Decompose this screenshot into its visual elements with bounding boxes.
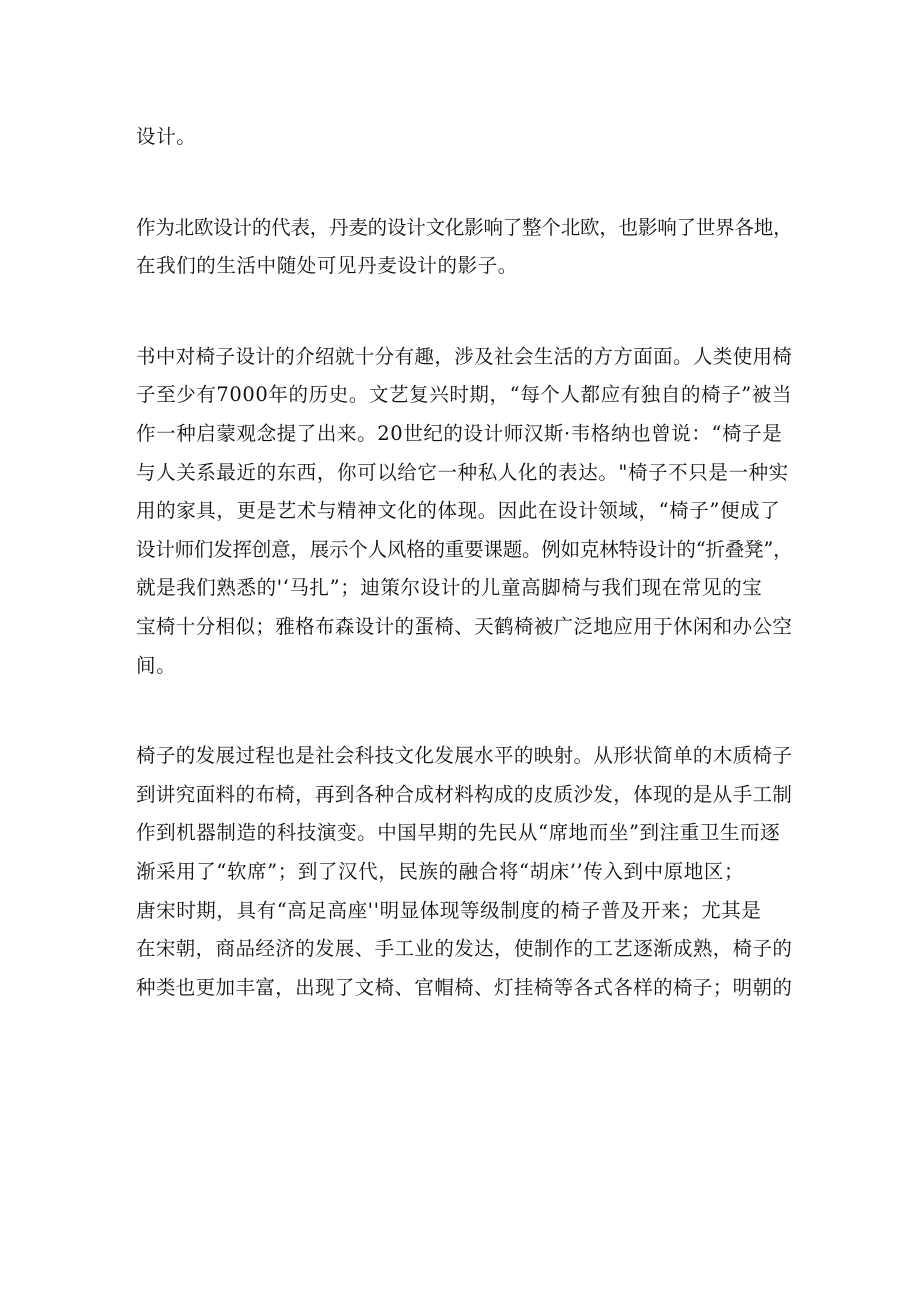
text-line: 唐宋时期，具有“高足高座''明显体现等级制度的椅子普及开来；尤其是 <box>136 898 762 922</box>
text-line: 子至少有7000年的历史。文艺复兴时期，“每个人都应有独自的椅子”被当 <box>136 383 793 407</box>
text-line: 与人关系最近的东西，你可以给它一种私人化的表达。"椅子不只是一种实 <box>136 460 789 484</box>
text-line: 在我们的生活中随处可见丹麦设计的影子。 <box>136 254 518 278</box>
document-page <box>136 118 792 1007</box>
text-line: 作一种启蒙观念提了出来。20世纪的设计师汉斯·韦格纳也曾说：“椅子是 <box>136 421 783 445</box>
text-line: 间。 <box>136 653 177 677</box>
text-line: 设计。 <box>136 125 197 148</box>
text-line: 作到机器制造的科技演变。中国早期的先民从“席地而坐”到注重卫生而逐 <box>136 821 781 845</box>
paragraph-1 <box>136 118 792 157</box>
text-line: 就是我们熟悉的'‘马扎”；迪策尔设计的儿童高脚椅与我们现在常见的宝 <box>136 576 763 600</box>
text-line: 椅子的发展过程也是社会科技文化发展水平的映射。从形状简单的木质椅子 <box>136 744 793 768</box>
text-line: 设计师们发挥创意，展示个人风格的重要课题。例如克林特设计的“折叠凳”， <box>136 537 793 561</box>
text-line: 渐采用了“软席”；到了汉代，民族的融合将“胡床’’传入到中原地区； <box>136 859 745 883</box>
text-line: 到讲究面料的布椅，再到各种合成材料构成的皮质沙发，体现的是从手工制 <box>136 782 793 806</box>
text-line: 用的家具，更是艺术与精神文化的体现。因此在设计领域，“椅子”便成了 <box>136 499 781 523</box>
text-line: 书中对椅子设计的介绍就十分有趣，涉及社会生活的方方面面。人类使用椅 <box>136 344 793 368</box>
text-line: 作为北欧设计的代表，丹麦的设计文化影响了整个北欧，也影响了世界各地， <box>136 215 793 239</box>
text-line: 在宋朝，商品经济的发展、手工业的发达，使制作的工艺逐渐成熟，椅子的 <box>136 937 793 961</box>
text-line: 种类也更加丰富，出现了文椅、官帽椅、灯挂椅等各式各样的椅子；明朝的 <box>136 975 793 999</box>
paragraph-4 <box>136 737 792 1007</box>
paragraph-3 <box>136 338 792 685</box>
text-line: 宝椅十分相似；雅格布森设计的蛋椅、天鹤椅被广泛地应用于休闲和办公空 <box>136 614 793 638</box>
paragraph-2 <box>136 209 792 286</box>
